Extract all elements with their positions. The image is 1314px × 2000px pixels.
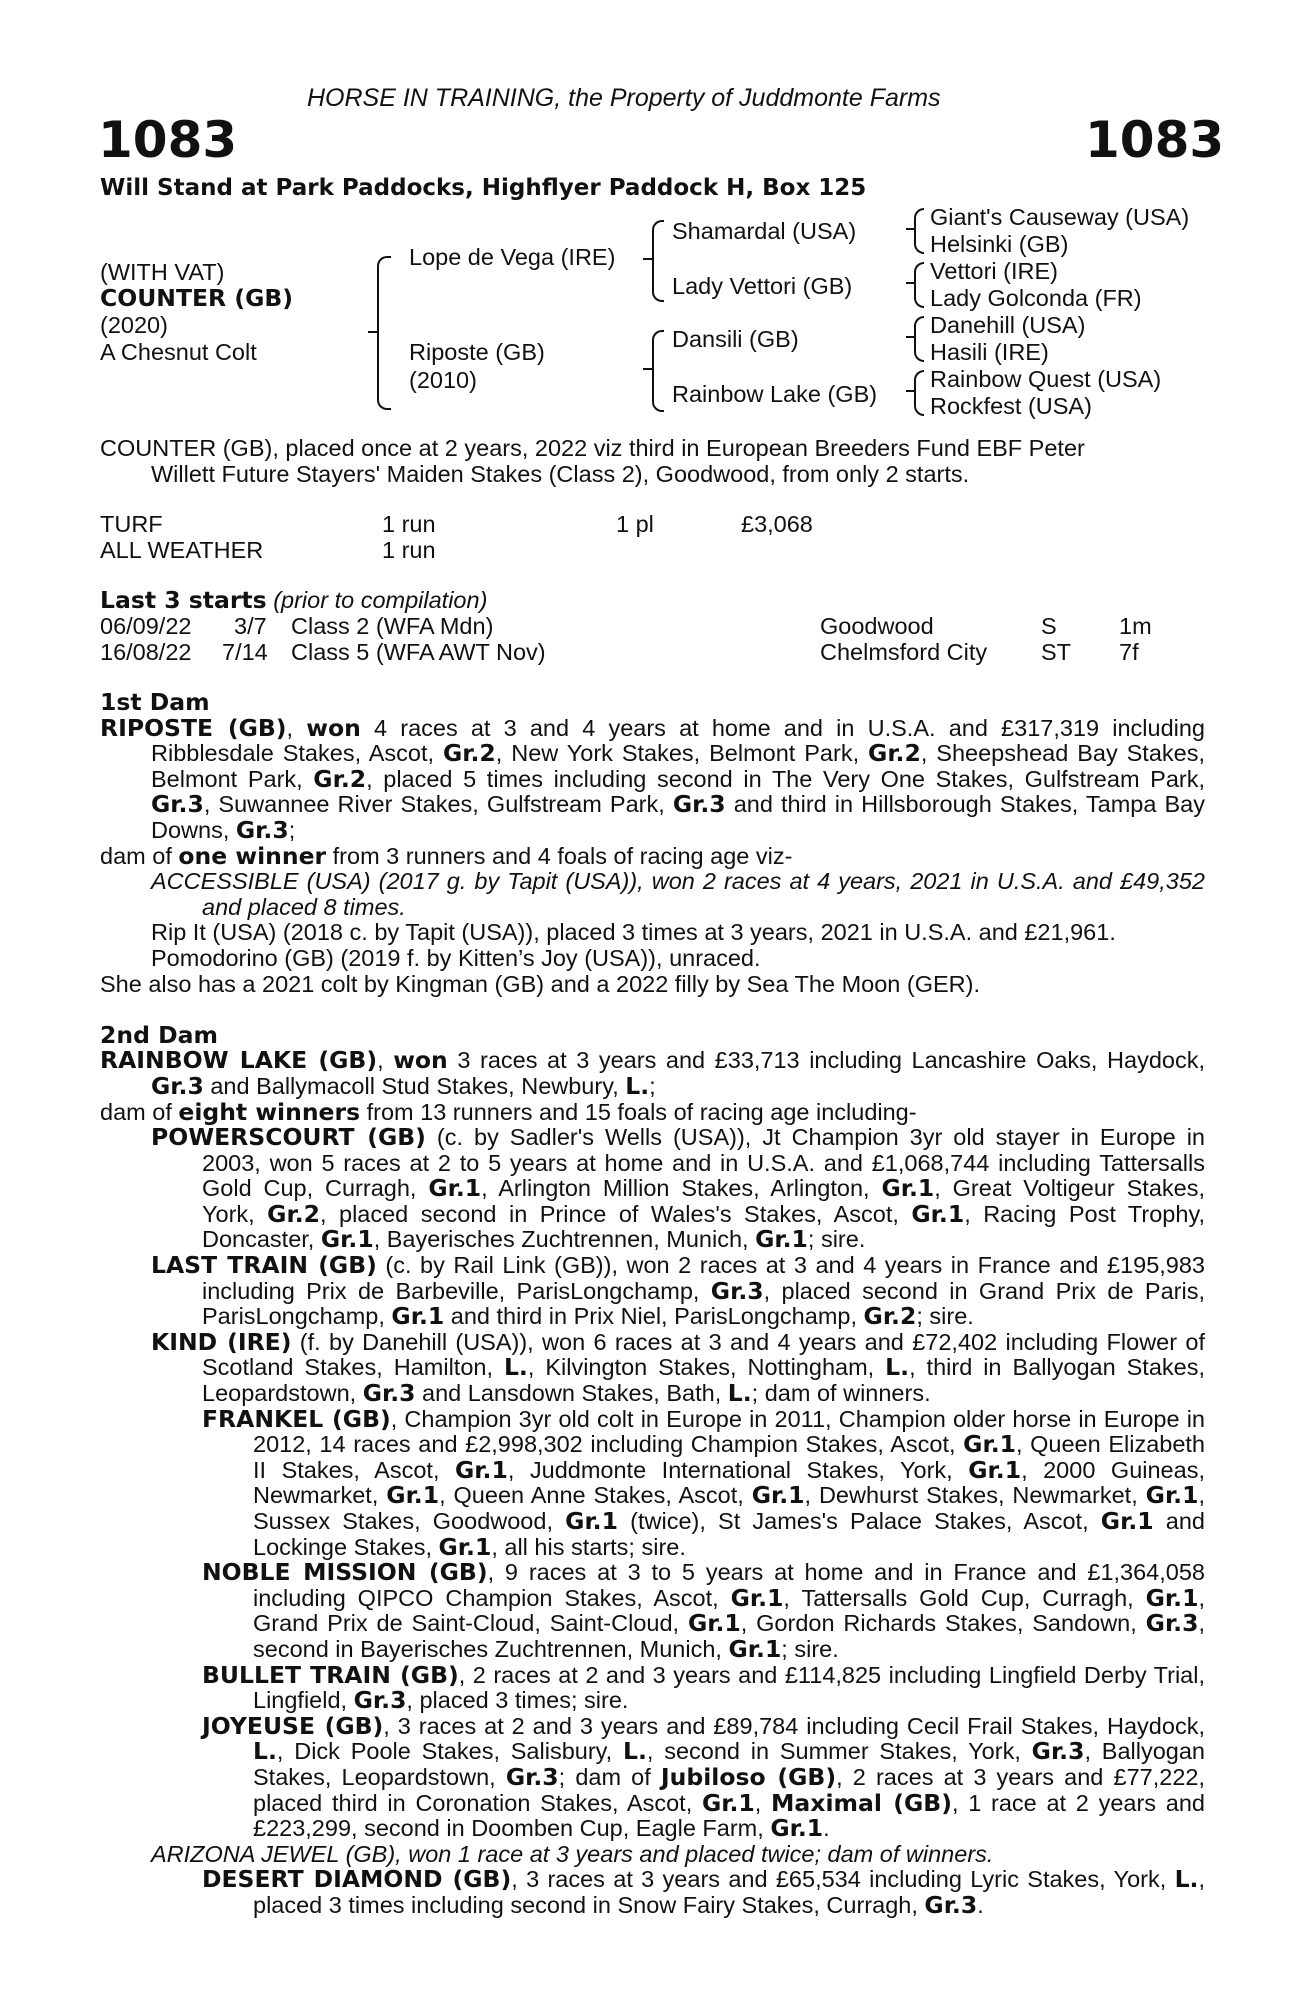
vat-label: (WITH VAT) xyxy=(100,259,225,285)
start-row-course: Goodwood xyxy=(820,613,934,639)
pedigree-brace-notch xyxy=(643,368,652,370)
pedigree-g3: Vettori (IRE) xyxy=(930,258,1058,284)
progeny-arizona-jewel: ARIZONA JEWEL (GB), won 1 race at 3 years and placed twice; dam of winners. xyxy=(151,1840,994,1867)
pedigree-brace-g xyxy=(914,370,924,416)
start-row-race: Class 5 (WFA AWT Nov) xyxy=(291,639,546,665)
pedigree-sire-sire: Shamardal (USA) xyxy=(672,218,857,244)
start-row-race: Class 2 (WFA Mdn) xyxy=(291,613,494,639)
turf-runs: 1 run xyxy=(382,511,436,537)
first-dam-section xyxy=(100,690,1205,1919)
second-dam-heading: 2nd Dam xyxy=(100,1020,218,1049)
pedigree-brace-notch xyxy=(906,390,914,392)
aw-label: ALL WEATHER xyxy=(100,537,264,563)
first-dam-produce: dam of one winner from 3 runners and 4 foals of racing age viz- xyxy=(100,841,793,870)
pedigree-brace-notch xyxy=(368,331,377,333)
pedigree-brace-sire xyxy=(652,220,664,302)
first-dam-progeny: Pomodorino (GB) (2019 f. by Kitten’s Joy (USA)), unraced. xyxy=(151,944,761,971)
progeny-noble-mission: NOBLE MISSION (GB), 9 races at 3 to 5 years at home and in France and £1,364,058 including QIPCO Champion Stakes, Ascot, Gr.1, Tattersalls Gold Cup, Curragh, Gr.1, Grand Prix de Saint-Cloud, Saint-Cloud, Gr.1, Gordon Richards Stakes, Sandown, Gr.3, second in Bayerisches Zuchtrennen, Munich, Gr.1; sire. xyxy=(202,1558,1205,1663)
stand-location: Will Stand at Park Paddocks, Highflyer Paddock H, Box 125 xyxy=(100,175,867,201)
horse-name: COUNTER (GB) xyxy=(100,284,294,312)
start-row-dist: 7f xyxy=(1119,639,1139,665)
pedigree-brace-notch xyxy=(643,258,652,260)
progeny-kind: KIND (IRE) (f. by Danehill (USA)), won 6 races at 3 and 4 years and £72,402 including Flower of Scotland Stakes, Hamilton, L., Kilvington Stakes, Nottingham, L., third in Ballyogan Stakes, Leopardstown, Gr.3 and Lansdown Stakes, Bath, L.; dam of winners. xyxy=(151,1327,1205,1408)
start-row-course: Chelmsford City xyxy=(820,639,988,665)
pedigree-sire: Lope de Vega (IRE) xyxy=(409,244,616,270)
second-dam-record: RAINBOW LAKE (GB), won 3 races at 3 years and £33,713 including Lancashire Oaks, Haydock, Gr.3 and Ballymacoll Stud Stakes, Newbury, L.; xyxy=(100,1046,1205,1100)
second-dam-produce: dam of eight winners from 13 runners and 15 foals of racing age including- xyxy=(100,1097,917,1126)
last-starts-note: (prior to compilation) xyxy=(273,587,488,613)
start-row-date: 16/08/22 xyxy=(100,639,192,665)
page-title: HORSE IN TRAINING, the Property of Juddmonte Farms xyxy=(307,84,941,112)
lot-number-left: 1083 xyxy=(98,111,238,169)
pedigree-brace-g xyxy=(914,262,924,308)
horse-description: A Chesnut Colt xyxy=(100,339,257,365)
pedigree-g1: Giant's Causeway (USA) xyxy=(930,204,1190,230)
pedigree-g4: Lady Golconda (FR) xyxy=(930,285,1142,311)
last-starts-heading xyxy=(100,588,487,614)
pedigree-g5: Danehill (USA) xyxy=(930,312,1086,338)
horse-year: (2020) xyxy=(100,312,168,338)
pedigree-brace-notch xyxy=(906,282,914,284)
first-dam-heading: 1st Dam xyxy=(100,688,210,716)
start-row-dist: 1m xyxy=(1119,613,1152,639)
first-dam-record: RIPOSTE (GB), won 4 races at 3 and 4 years at home and in U.S.A. and £317,319 including Ribblesdale Stakes, Ascot, Gr.2, New York Stakes, Belmont Park, Gr.2, Sheepshead Bay Stakes, Belmont Park, Gr.2, placed 5 times including second in The Very One Stakes, Gulfstream Park, Gr.3, Suwannee River Stakes, Gulfstream Park, Gr.3 and third in Hillsborough Stakes, Tampa Bay Downs, Gr.3; xyxy=(100,713,1205,844)
pedigree-brace-notch xyxy=(906,336,914,338)
last-starts-title: Last 3 starts xyxy=(100,586,267,614)
pedigree-sire-dam: Lady Vettori (GB) xyxy=(672,273,853,299)
start-row-date: 06/09/22 xyxy=(100,613,192,639)
pedigree-brace-g xyxy=(914,208,924,254)
start-row-going: ST xyxy=(1041,639,1072,665)
aw-runs: 1 run xyxy=(382,537,436,563)
start-row-pos: 7/14 xyxy=(222,639,268,665)
turf-label: TURF xyxy=(100,511,163,537)
turf-earnings: £3,068 xyxy=(741,511,813,537)
pedigree-brace-notch xyxy=(906,228,914,230)
pedigree-g2: Helsinki (GB) xyxy=(930,231,1069,257)
pedigree-brace-dam xyxy=(652,330,664,412)
pedigree-dam-sire: Dansili (GB) xyxy=(672,326,799,352)
summary-line-2: Willett Future Stayers' Maiden Stakes (Class 2), Goodwood, from only 2 starts. xyxy=(151,461,970,487)
pedigree-dam: Riposte (GB) xyxy=(409,339,545,365)
progeny-frankel: FRANKEL (GB), Champion 3yr old colt in Europe in 2011, Champion older horse in Europe in 2012, 14 races and £2,998,302 including Champion Stakes, Ascot, Gr.1, Queen Elizabeth II Stakes, Ascot, Gr.1, Juddmonte International Stakes, York, Gr.1, 2000 Guineas, Newmarket, Gr.1, Queen Anne Stakes, Ascot, Gr.1, Dewhurst Stakes, Newmarket, Gr.1, Sussex Stakes, Goodwood, Gr.1 (twice), St James's Palace Stakes, Ascot, Gr.1 and Lockinge Stakes, Gr.1, all his starts; sire. xyxy=(202,1404,1206,1561)
pedigree-dam-year: (2010) xyxy=(409,367,477,393)
lot-number-right: 1083 xyxy=(1085,111,1225,169)
pedigree-dam-dam: Rainbow Lake (GB) xyxy=(672,381,878,407)
progeny-joyeuse: JOYEUSE (GB), 3 races at 2 and 3 years and £89,784 including Cecil Frail Stakes, Haydock, L., Dick Poole Stakes, Salisbury, L., second in Summer Stakes, York, Gr.3, Ballyogan Stakes, Leopardstown, Gr.3; dam of Jubiloso (GB), 2 races at 3 years and £77,222, placed third in Coronation Stakes, Ascot, Gr.1, Maximal (GB), 1 race at 2 years and £223,299, second in Doomben Cup, Eagle Farm, Gr.1. xyxy=(202,1711,1206,1843)
first-dam-progeny: Rip It (USA) (2018 c. by Tapit (USA)), placed 3 times at 3 years, 2021 in U.S.A. and £21,961. xyxy=(151,919,1116,946)
start-row-pos: 3/7 xyxy=(234,613,267,639)
turf-placed: 1 pl xyxy=(616,511,654,537)
summary-line-1: COUNTER (GB), placed once at 2 years, 2022 viz third in European Breeders Fund EBF Peter xyxy=(100,435,1085,461)
pedigree-brace-main xyxy=(377,256,391,410)
pedigree-g8: Rockfest (USA) xyxy=(930,393,1092,419)
pedigree-g7: Rainbow Quest (USA) xyxy=(930,366,1162,392)
progeny-powerscourt: POWERSCOURT (GB) (c. by Sadler's Wells (USA)), Jt Champion 3yr old stayer in Europe in 2003, won 5 races at 2 to 5 years at home and in U.S.A. and £1,068,744 including Tattersalls Gold Cup, Curragh, Gr.1, Arlington Million Stakes, Arlington, Gr.1, Great Voltigeur Stakes, York, Gr.2, placed second in Prince of Wales's Stakes, Ascot, Gr.1, Racing Post Trophy, Doncaster, Gr.1, Bayerisches Zuchtrennen, Munich, Gr.1; sire. xyxy=(151,1123,1205,1254)
start-row-going: S xyxy=(1041,613,1057,639)
pedigree-brace-g xyxy=(914,316,924,362)
pedigree-g6: Hasili (IRE) xyxy=(930,339,1049,365)
progeny-bullet-train: BULLET TRAIN (GB), 2 races at 2 and 3 years and £114,825 including Lingfield Derby Trial, Lingfield, Gr.3, placed 3 times; sire. xyxy=(202,1660,1206,1715)
first-dam-also: She also has a 2021 colt by Kingman (GB) and a 2022 filly by Sea The Moon (GER). xyxy=(100,970,980,997)
first-dam-progeny: ACCESSIBLE (USA) (2017 g. by Tapit (USA)), won 2 races at 4 years, 2021 in U.S.A. and £49,352 and placed 8 times. xyxy=(151,868,1205,920)
progeny-last-train: LAST TRAIN (GB) (c. by Rail Link (GB)), won 2 races at 3 and 4 years in France and £195,983 including Prix de Barbeville, ParisLongchamp, Gr.3, placed second in Grand Prix de Paris, ParisLongchamp, Gr.1 and third in Prix Niel, ParisLongchamp, Gr.2; sire. xyxy=(151,1251,1206,1331)
progeny-desert-diamond: DESERT DIAMOND (GB), 3 races at 3 years and £65,534 including Lyric Stakes, York, L., placed 3 times including second in Snow Fairy Stakes, Curragh, Gr.3. xyxy=(202,1865,1205,1919)
